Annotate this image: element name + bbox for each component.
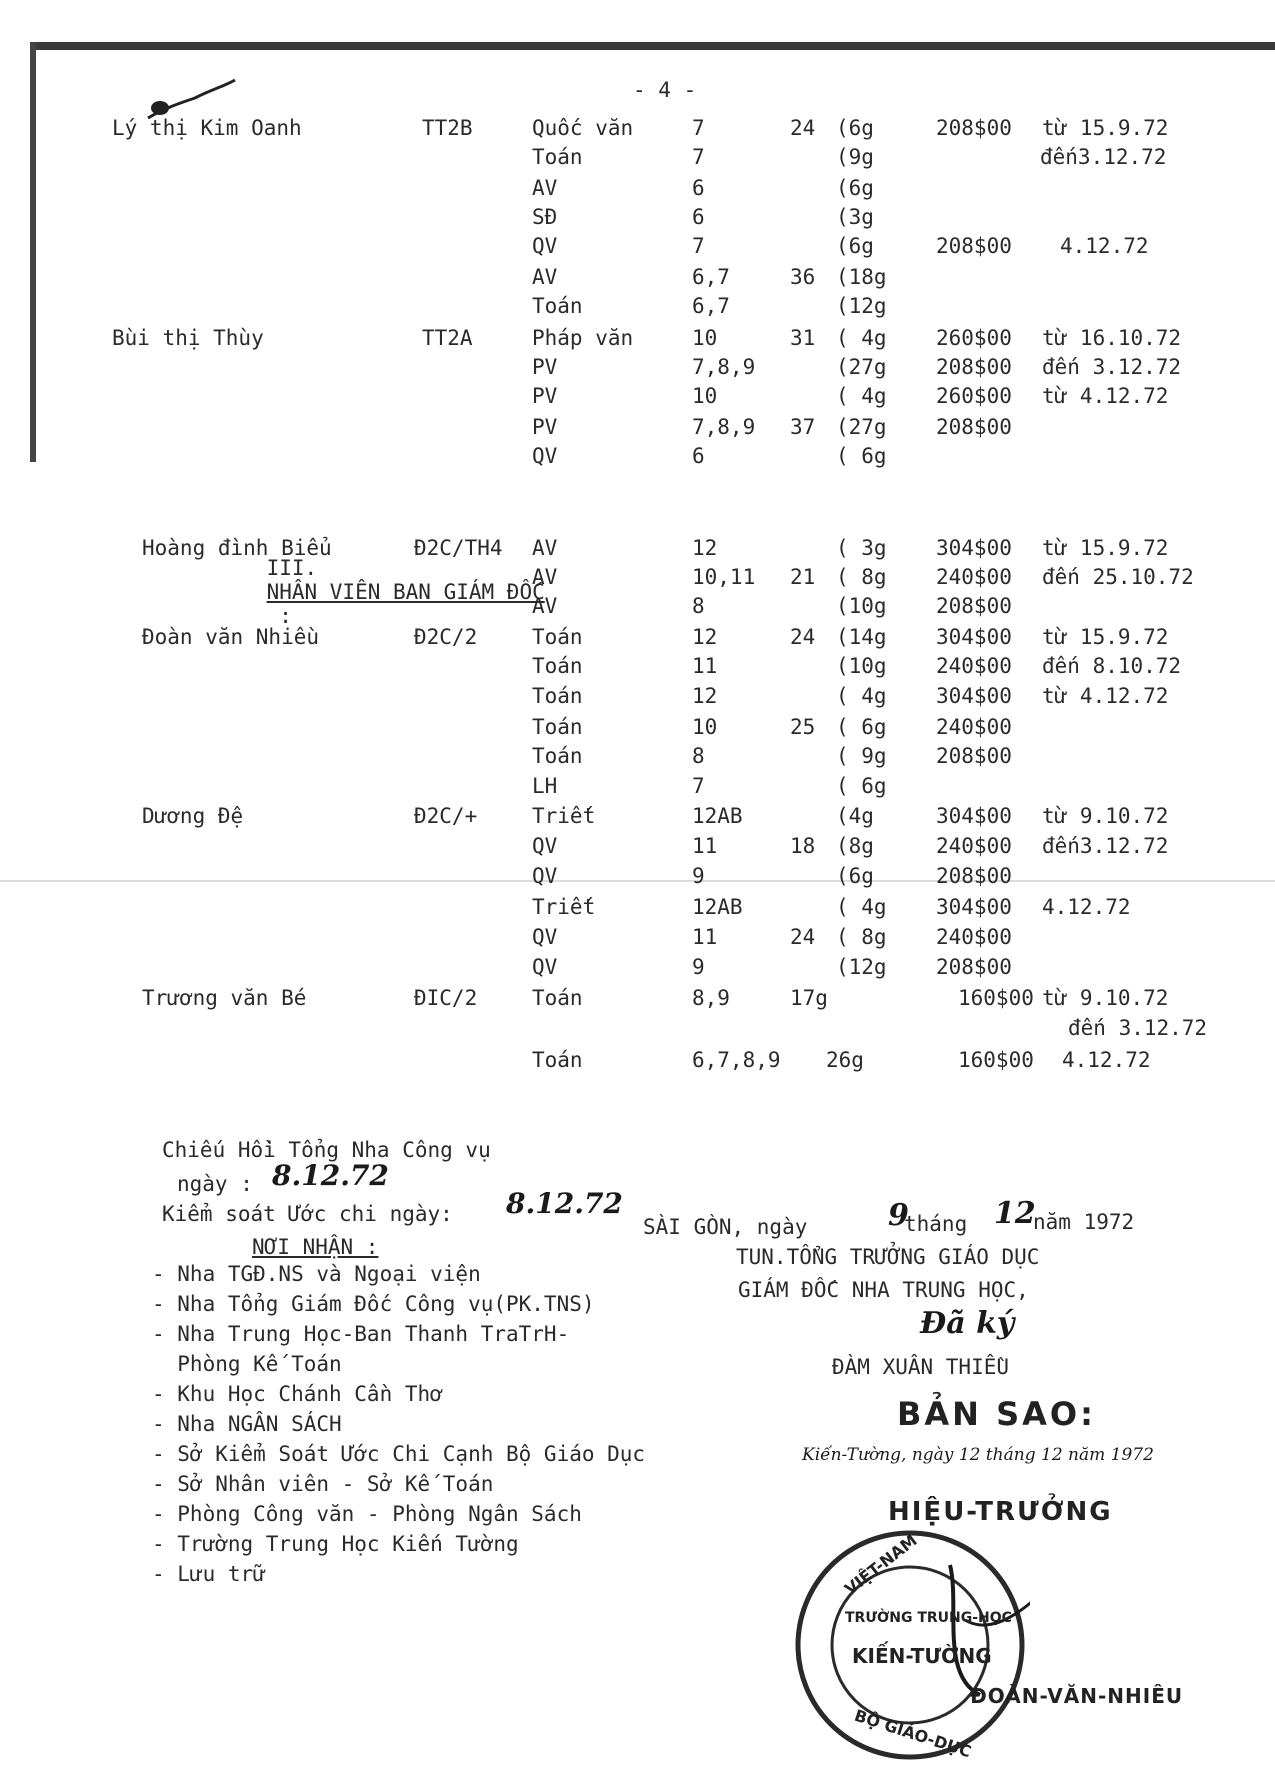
cell-hours: (10g [836, 594, 887, 618]
cell-hours: ( 6g [836, 774, 887, 798]
seal-top-text: VIỆT-NAM [840, 1530, 921, 1599]
cell-hours: ( 6g [836, 444, 887, 468]
cell-subject: Toán [532, 1048, 583, 1072]
cell-date: từ 9.10.72 [1042, 804, 1169, 828]
cell-salary: 208$00 [936, 355, 1012, 379]
cell-date: đến 3.12.72 [1042, 355, 1182, 379]
signed-handwritten: Đã ký [920, 1306, 1015, 1341]
cell-name: Lý thị Kim Oanh [112, 116, 302, 140]
cell-hours: (6g [836, 116, 874, 140]
cell-subject: QV [532, 234, 558, 258]
cell-salary: 240$00 [936, 654, 1012, 678]
cell-total: 21 [790, 565, 816, 589]
chieu-hoi-date-label: ngày : [177, 1172, 253, 1196]
copy-stamp-name: ĐOÀN-VĂN-NHIÊU [970, 1684, 1184, 1708]
cell-salary: 304$00 [936, 684, 1012, 708]
cell-grade: TT2A [422, 326, 473, 350]
recipient-item: - Lưu trữ [152, 1562, 266, 1586]
copy-stamp-title: BẢN SAO: [897, 1395, 1096, 1433]
cell-date: 4.12.72 [1062, 1048, 1151, 1072]
scan-edge-left [30, 42, 36, 462]
cell-subject: QV [532, 864, 558, 888]
cell-hours: ( 4g [836, 895, 887, 919]
cell-hours: ( 9g [836, 744, 887, 768]
section-title: NHÂN VIÊN BAN GIÁM ĐỐC [266, 580, 545, 604]
month-handwritten: 12 [994, 1196, 1036, 1231]
cell-date: từ 9.10.72 [1042, 986, 1169, 1010]
cell-classes: 7 [692, 145, 705, 169]
cell-name: Bùi thị Thùy [112, 326, 264, 350]
cell-total: 31 [790, 326, 816, 350]
seal-bottom-text: BỘ GIÁO-DỤC [852, 1705, 974, 1762]
cell-subject: PV [532, 355, 558, 379]
copy-stamp-place-date: Kiến-Tường, ngày 12 tháng 12 năm 1972 [802, 1445, 1154, 1465]
place-date-prefix: SÀI GÒN, ngày [643, 1215, 808, 1239]
cell-date: từ 4.12.72 [1042, 384, 1169, 408]
section-heading [216, 532, 545, 652]
recipient-item: - Trường Trung Học Kiến Tường [152, 1532, 519, 1556]
cell-classes: 10,11 [692, 565, 756, 589]
cell-salary: 260$00 [936, 326, 1012, 350]
recipient-item: - Nha Tổng Giám Đốc Công vụ(PK.TNS) [152, 1292, 595, 1316]
recipient-item: - Sở Nhân viên - Sở Kế Toán [152, 1472, 494, 1496]
cell-hours: (6g [836, 176, 874, 200]
cell-subject: Toán [532, 625, 583, 649]
cell-hours: ( 6g [836, 715, 887, 739]
cell-subject: AV [532, 265, 558, 289]
cell-classes: 12AB [692, 804, 743, 828]
cell-salary: 240$00 [936, 925, 1012, 949]
cell-grade: Đ2C/2 [414, 625, 478, 649]
cell-salary: 208$00 [936, 864, 1012, 888]
cell-classes: 6 [692, 205, 705, 229]
cell-salary: 304$00 [936, 895, 1012, 919]
cell-date: đến 25.10.72 [1042, 565, 1194, 589]
cell-hours: ( 4g [836, 384, 887, 408]
noi-nhan-heading: NƠI NHẬN : [252, 1235, 379, 1259]
cell-classes: 7 [692, 116, 705, 140]
recipient-item: - Nha NGÂN SÁCH [152, 1412, 342, 1436]
cell-classes: 6,7 [692, 265, 730, 289]
cell-date: đến3.12.72 [1040, 145, 1167, 169]
cell-salary: 208$00 [936, 415, 1012, 439]
cell-subject: Triết [532, 804, 596, 828]
cell-subject: PV [532, 384, 558, 408]
cell-hours: (8g [836, 834, 874, 858]
cell-hours: (6g [836, 864, 874, 888]
cell-classes: 8 [692, 594, 705, 618]
cell-hours: (27g [836, 415, 887, 439]
cell-classes: 11 [692, 925, 718, 949]
cell-hours: (14g [836, 625, 887, 649]
recipient-item: - Sở Kiểm Soát Ước Chi Cạnh Bộ Giáo Dục [152, 1442, 646, 1466]
cell-classes: 11 [692, 834, 718, 858]
cell-classes: 7,8,9 [692, 355, 756, 379]
cell-salary: 208$00 [936, 594, 1012, 618]
cell-grade: Đ2C/+ [414, 804, 478, 828]
recipient-item: - Nha Trung Học-Ban Thanh TraTrH- [152, 1322, 570, 1346]
cell-total: 17g [790, 986, 828, 1010]
cell-classes: 12 [692, 625, 718, 649]
cell-date: đến3.12.72 [1042, 834, 1169, 858]
cell-salary: 304$00 [936, 804, 1012, 828]
seal-line2: KIẾN-TƯỜNG [852, 1644, 992, 1668]
cell-total: 26g [826, 1048, 864, 1072]
cell-hours: (3g [836, 205, 874, 229]
cell-hours: (4g [836, 804, 874, 828]
paper-fold-line [0, 880, 1275, 882]
cell-classes: 10 [692, 326, 718, 350]
cell-total: 18 [790, 834, 816, 858]
cell-salary: 160$00 [958, 1048, 1034, 1072]
cell-hours: (6g [836, 234, 874, 258]
cell-total: 24 [790, 925, 816, 949]
kiem-soat-label: Kiểm soát Ước chi ngày: [162, 1202, 453, 1226]
cell-subject: Toán [532, 294, 583, 318]
cell-date: 4.12.72 [1042, 895, 1131, 919]
chieu-hoi-date-handwritten: 8.12.72 [272, 1159, 389, 1192]
cell-classes: 12AB [692, 895, 743, 919]
cell-subject: Toán [532, 684, 583, 708]
cell-hours: ( 8g [836, 925, 887, 949]
cell-date: 4.12.72 [1060, 234, 1149, 258]
cell-subject: AV [532, 565, 558, 589]
signer-title-line1: TUN.TỔNG TRƯỞNG GIÁO DỤC [736, 1245, 1040, 1269]
kiem-soat-date-handwritten: 8.12.72 [506, 1187, 623, 1220]
cell-subject: Toán [532, 986, 583, 1010]
cell-subject: PV [532, 415, 558, 439]
cell-subject: QV [532, 444, 558, 468]
cell-subject: AV [532, 176, 558, 200]
cell-salary: 240$00 [936, 715, 1012, 739]
chieu-hoi-line: Chiếu Hồi Tổng Nha Công vụ [162, 1138, 491, 1162]
cell-classes: 6 [692, 444, 705, 468]
cell-classes: 7,8,9 [692, 415, 756, 439]
cell-salary: 208$00 [936, 744, 1012, 768]
cell-classes: 8 [692, 744, 705, 768]
cell-hours: ( 3g [836, 536, 887, 560]
cell-name: Hoàng đình Biểu [142, 536, 332, 560]
cell-classes: 8,9 [692, 986, 730, 1010]
cell-classes: 12 [692, 684, 718, 708]
cell-hours: ( 4g [836, 326, 887, 350]
cell-date: từ 15.9.72 [1042, 536, 1169, 560]
cell-subject: Pháp văn [532, 326, 634, 350]
cell-total: 37 [790, 415, 816, 439]
cell-hours: (10g [836, 654, 887, 678]
recipient-item: - Khu Học Chánh Cần Thơ [152, 1382, 443, 1406]
signer-title-line2: GIÁM ĐỐC NHA TRUNG HỌC, [738, 1278, 1029, 1302]
cell-name: Dương Đệ [142, 804, 244, 828]
scan-edge-top [30, 42, 1275, 50]
cell-classes: 9 [692, 955, 705, 979]
cell-salary: 304$00 [936, 625, 1012, 649]
cell-hours: (12g [836, 294, 887, 318]
cell-classes: 6,7,8,9 [692, 1048, 781, 1072]
cell-subject: Quốc văn [532, 116, 634, 140]
section-colon: : [266, 604, 292, 628]
cell-hours: (12g [836, 955, 887, 979]
cell-classes: 7 [692, 774, 705, 798]
cell-salary: 260$00 [936, 384, 1012, 408]
page-number: - 4 - [633, 78, 697, 102]
cell-total: 24 [790, 625, 816, 649]
cell-subject: AV [532, 536, 558, 560]
cell-classes: 10 [692, 715, 718, 739]
recipient-item: - Phòng Công văn - Phòng Ngân Sách [152, 1502, 582, 1526]
cell-subject: Toán [532, 715, 583, 739]
cell-classes: 6,7 [692, 294, 730, 318]
cell-salary: 240$00 [936, 834, 1012, 858]
cell-classes: 12 [692, 536, 718, 560]
cell-date: từ 4.12.72 [1042, 684, 1169, 708]
cell-hours: (18g [836, 265, 887, 289]
cell-classes: 11 [692, 654, 718, 678]
day-handwritten: 9 [888, 1198, 909, 1233]
cell-salary: 208$00 [936, 116, 1012, 140]
cell-subject: QV [532, 834, 558, 858]
section-number: III. [266, 556, 318, 580]
cell-subject: Toán [532, 654, 583, 678]
cell-salary: 304$00 [936, 536, 1012, 560]
cell-hours: (9g [836, 145, 874, 169]
cell-classes: 7 [692, 234, 705, 258]
cell-date: từ 15.9.72 [1042, 116, 1169, 140]
seal-line1: TRƯỜNG TRUNG-HỌC [845, 1610, 1012, 1626]
cell-subject: Toán [532, 145, 583, 169]
cell-classes: 10 [692, 384, 718, 408]
cell-subject: QV [532, 925, 558, 949]
cell-date: từ 15.9.72 [1042, 625, 1169, 649]
cell-classes: 9 [692, 864, 705, 888]
recipient-item: Phòng Kế Toán [152, 1352, 342, 1376]
cell-hours: ( 4g [836, 684, 887, 708]
cell-grade: ĐIC/2 [414, 986, 478, 1010]
signer-name: ĐÀM XUÂN THIỀU [832, 1355, 1010, 1379]
cell-subject: Toán [532, 744, 583, 768]
year-label: năm 1972 [1033, 1210, 1135, 1234]
recipient-item: - Nha TGĐ.NS và Ngoại viện [152, 1262, 481, 1286]
cell-grade: TT2B [422, 116, 473, 140]
cell-subject: Triết [532, 895, 596, 919]
cell-name: Trương văn Bé [142, 986, 307, 1010]
cell-grade: Đ2C/TH4 [414, 536, 503, 560]
cell-subject: SĐ [532, 205, 558, 229]
cell-date: đến 3.12.72 [1068, 1016, 1208, 1040]
cell-date: đến 8.10.72 [1042, 654, 1182, 678]
cell-hours: (27g [836, 355, 887, 379]
cell-subject: AV [532, 594, 558, 618]
cell-salary: 208$00 [936, 234, 1012, 258]
cell-classes: 6 [692, 176, 705, 200]
cell-subject: LH [532, 774, 558, 798]
cell-total: 36 [790, 265, 816, 289]
cell-subject: QV [532, 955, 558, 979]
month-label: tháng [904, 1212, 968, 1236]
copy-stamp-role: HIỆU-TRƯỞNG [888, 1497, 1113, 1527]
cell-salary: 208$00 [936, 955, 1012, 979]
cell-salary: 240$00 [936, 565, 1012, 589]
cell-hours: ( 8g [836, 565, 887, 589]
cell-date: từ 16.10.72 [1042, 326, 1182, 350]
cell-name: Đoàn văn Nhiều [142, 625, 320, 649]
cell-total: 25 [790, 715, 816, 739]
cell-salary: 160$00 [958, 986, 1034, 1010]
cell-total: 24 [790, 116, 816, 140]
